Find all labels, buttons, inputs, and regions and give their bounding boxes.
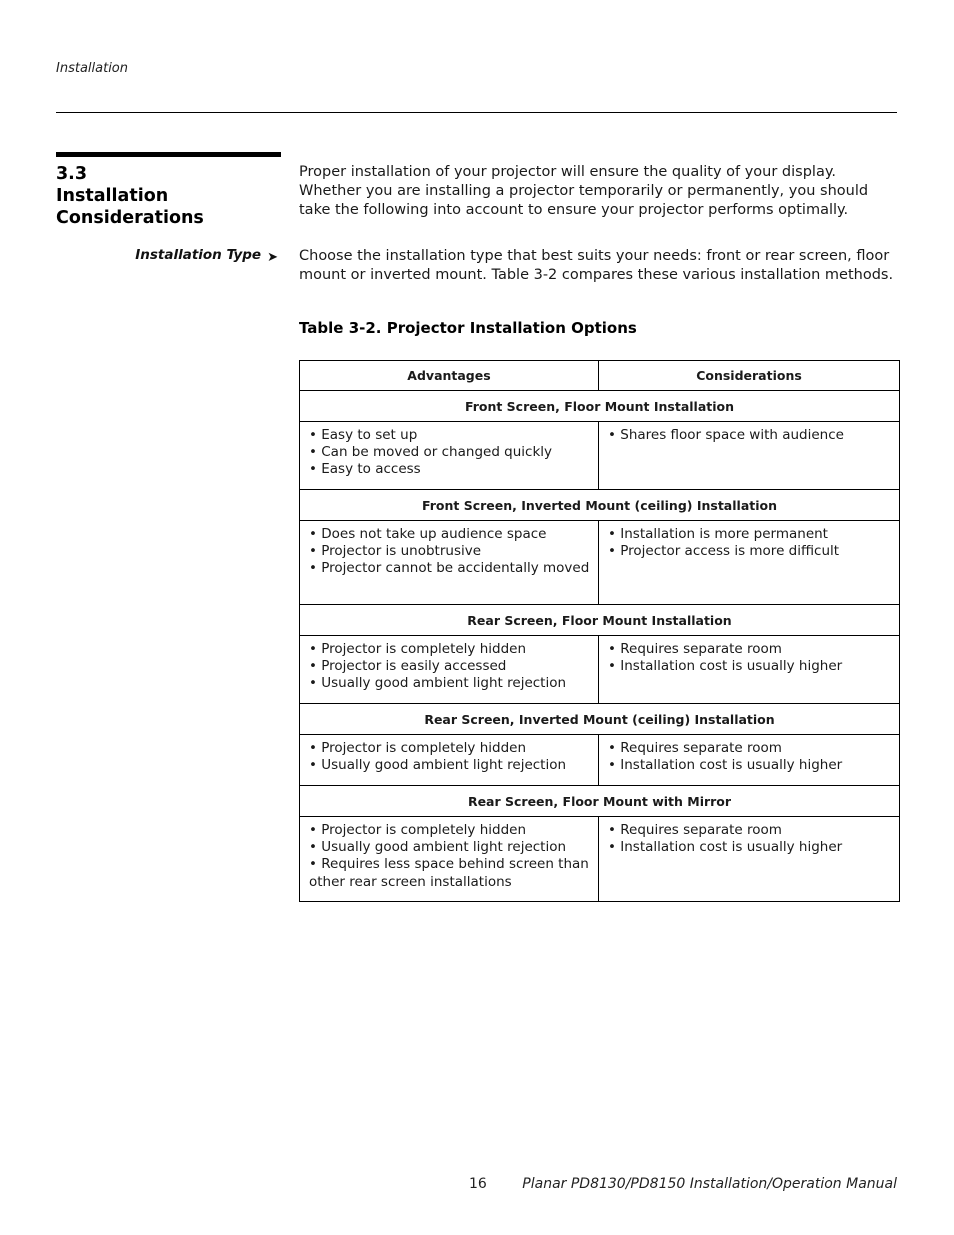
advantage-item: • Projector cannot be accidentally moved [309, 560, 590, 577]
table-group-row [300, 704, 900, 735]
table-group-row [300, 391, 900, 422]
considerations-cell [599, 422, 900, 490]
section-number: 3.3 [56, 164, 88, 184]
advantages-cell [300, 521, 599, 605]
section-intro: Proper installation of your projector will ensure the quality of your display. Whether you are installing a projector temporarily or permanently, you should take the following into account to ensure your projector performs optimally. [299, 164, 869, 218]
section-title-line2: Considerations [56, 208, 204, 228]
consideration-item: • Requires separate room [608, 641, 782, 657]
subsection-text: Choose the installation type that best suits your needs: front or rear screen, floor mount or inverted mount. Table 3-2 compares these various installation methods. [299, 248, 894, 283]
advantage-item: • Projector is completely hidden [309, 641, 527, 657]
group-title: Rear Screen, Floor Mount Installation [300, 605, 900, 636]
consideration-item: • Installation cost is usually higher [608, 757, 843, 774]
consideration-item: • Projector access is more difficult [608, 543, 840, 560]
section-bar [56, 152, 281, 157]
header-rule [56, 112, 897, 113]
section-heading [56, 163, 281, 229]
consideration-item: • Installation cost is usually higher [608, 839, 843, 856]
advantage-item: • Usually good ambient light rejection [309, 839, 567, 856]
advantage-item: • Does not take up audience space [309, 526, 547, 542]
table-group-row [300, 490, 900, 521]
table-row [300, 636, 900, 704]
table-row [300, 735, 900, 786]
table-group-row [300, 786, 900, 817]
consideration-item: • Installation is more permanent [608, 526, 828, 542]
arrow-right-icon: ➤ [267, 250, 278, 265]
considerations-cell [599, 735, 900, 786]
table-row [300, 422, 900, 490]
section-title-line1: Installation [56, 186, 169, 206]
advantage-item: • Can be moved or changed quickly [309, 444, 553, 461]
advantage-item: • Projector is unobtrusive [309, 543, 482, 560]
group-title: Front Screen, Floor Mount Installation [300, 391, 900, 422]
subsection-heading [56, 247, 278, 263]
consideration-item: • Installation cost is usually higher [608, 658, 843, 675]
installation-options-table [299, 360, 900, 902]
running-header: Installation [56, 61, 129, 76]
advantage-item: • Easy to set up [309, 427, 418, 443]
group-title: Rear Screen, Floor Mount with Mirror [300, 786, 900, 817]
table-row [300, 521, 900, 605]
group-title: Rear Screen, Inverted Mount (ceiling) Installation [300, 704, 900, 735]
consideration-item: • Requires separate room [608, 740, 782, 756]
table-header-row [300, 361, 900, 391]
advantage-item: • Usually good ambient light rejection [309, 675, 567, 692]
considerations-cell [599, 521, 900, 605]
page-number: 16 [469, 1176, 487, 1192]
table-group-row [300, 605, 900, 636]
header-advantages: Advantages [300, 361, 599, 391]
considerations-cell [599, 817, 900, 902]
advantage-item: • Easy to access [309, 461, 421, 478]
subsection-title: Installation Type [135, 247, 262, 263]
advantage-item: • Projector is completely hidden [309, 740, 527, 756]
header-considerations: Considerations [599, 361, 900, 391]
advantages-cell [300, 636, 599, 704]
consideration-item: • Shares floor space with audience [608, 427, 844, 443]
table-row [300, 817, 900, 902]
group-title: Front Screen, Inverted Mount (ceiling) Installation [300, 490, 900, 521]
advantages-cell [300, 735, 599, 786]
advantage-item: • Projector is easily accessed [309, 658, 507, 675]
advantage-item: • Usually good ambient light rejection [309, 757, 567, 774]
advantages-cell [300, 817, 599, 902]
advantage-item: • Requires less space behind screen than other rear screen installations [309, 856, 589, 890]
table-caption: Table 3-2. Projector Installation Options [299, 319, 637, 337]
table-body [300, 391, 900, 902]
manual-title: Planar PD8130/PD8150 Installation/Operation Manual [522, 1176, 897, 1192]
consideration-item: • Requires separate room [608, 822, 782, 838]
considerations-cell [599, 636, 900, 704]
advantage-item: • Projector is completely hidden [309, 822, 527, 838]
advantages-cell [300, 422, 599, 490]
